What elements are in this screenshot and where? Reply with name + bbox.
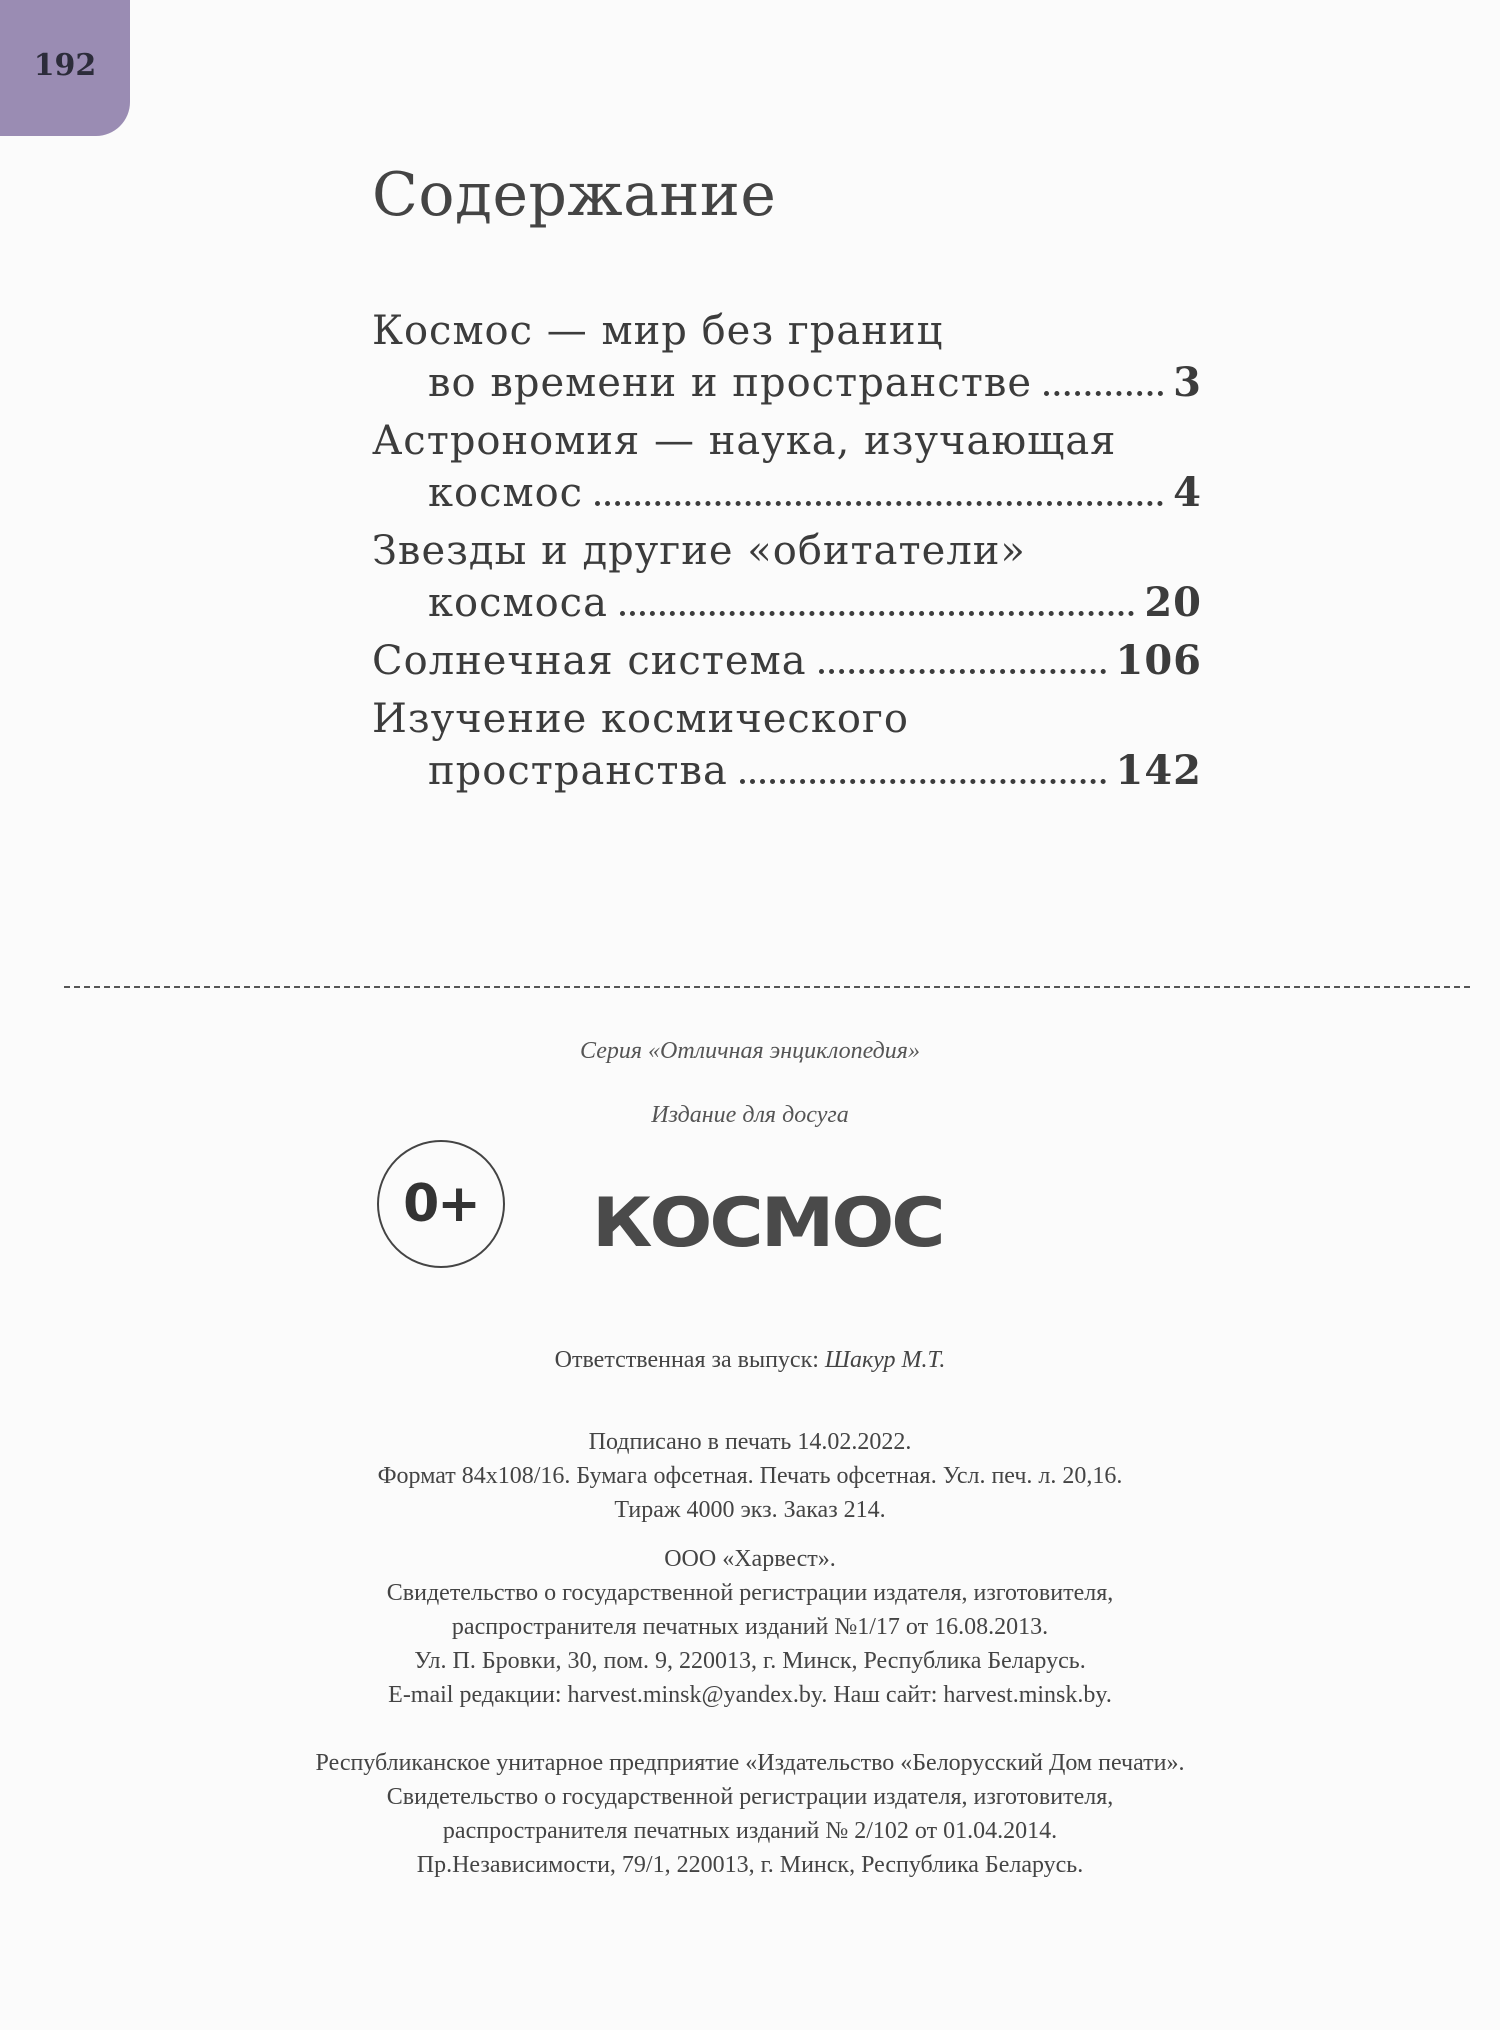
age-rating-badge — [377, 1140, 505, 1268]
publisher-line: ООО «Харвест». — [664, 1546, 836, 1572]
toc-entry[interactable] — [372, 635, 1202, 687]
toc-entry[interactable] — [372, 415, 1202, 519]
responsible-line — [0, 1343, 1500, 1377]
dot-leader — [740, 779, 1106, 784]
dot-leader — [819, 669, 1106, 674]
printer-line: Пр.Независимости, 79/1, 220013, г. Минск, Республика Беларусь. — [416, 1852, 1084, 1878]
toc-entry-title: Астрономия — наука, изучающая — [372, 418, 1117, 464]
toc-entry-title: Космос — мир без границ — [372, 308, 944, 354]
publisher-line: Свидетельство о государственной регистрации издателя, изготовителя, — [386, 1580, 1114, 1606]
dot-leader — [620, 611, 1134, 616]
toc-entry-title: Изучение космического — [372, 696, 909, 742]
printer-block — [0, 1746, 1500, 1882]
page-number-tab — [0, 0, 130, 136]
page-number: 192 — [33, 47, 97, 83]
toc-entry-title: Солнечная система — [372, 638, 807, 684]
toc-page-number: 20 — [1144, 579, 1202, 626]
responsible-label: Ответственная за выпуск: — [554, 1347, 819, 1373]
dashed-separator — [64, 986, 1470, 988]
printer-line: Республиканское унитарное предприятие «Издательство «Белорусский Дом печати». — [315, 1750, 1185, 1776]
toc-page-number: 142 — [1115, 747, 1202, 794]
printer-line: распространителя печатных изданий № 2/102 от 01.04.2014. — [442, 1818, 1058, 1844]
toc-entry-title-cont: пространства — [428, 748, 728, 794]
print-info-line: Формат 84х108/16. Бумага офсетная. Печать офсетная. Усл. печ. л. 20,16. — [377, 1463, 1123, 1489]
toc-entry-title-cont: космос — [428, 470, 584, 516]
toc-entry[interactable] — [372, 693, 1202, 797]
print-info-line: Тираж 4000 экз. Заказ 214. — [614, 1497, 886, 1523]
toc-entry-title: Звезды и другие «обитатели» — [372, 528, 1026, 574]
print-info-block — [0, 1425, 1500, 1527]
responsible-name: Шакур М.Т. — [824, 1347, 946, 1373]
publisher-line: E-mail редакции: harvest.minsk@yandex.by. Наш сайт: harvest.minsk.by. — [388, 1682, 1112, 1708]
book-title: КОСМОС — [592, 1183, 943, 1263]
toc-page-number: 3 — [1173, 359, 1202, 406]
age-rating: 0+ — [403, 1174, 479, 1234]
toc-page-number: 106 — [1115, 637, 1202, 684]
publisher-block — [0, 1542, 1500, 1712]
printer-line: Свидетельство о государственной регистрации издателя, изготовителя, — [386, 1784, 1114, 1810]
print-info-line: Подписано в печать 14.02.2022. — [588, 1429, 912, 1455]
publisher-line: распространителя печатных изданий №1/17 от 16.08.2013. — [451, 1614, 1049, 1640]
toc-entry-title-cont: во времени и пространстве — [428, 360, 1033, 406]
edition-line: Издание для досуга — [651, 1102, 849, 1128]
dot-leader — [1044, 391, 1163, 396]
toc-entry[interactable] — [372, 525, 1202, 629]
table-of-contents — [372, 305, 1202, 803]
publisher-line: Ул. П. Бровки, 30, пом. 9, 220013, г. Минск, Республика Беларусь. — [414, 1648, 1086, 1674]
dot-leader — [595, 501, 1163, 506]
toc-entry[interactable] — [372, 305, 1202, 409]
toc-title: Содержание — [372, 160, 777, 230]
toc-entry-title-cont: космоса — [428, 580, 608, 626]
toc-page-number: 4 — [1173, 469, 1202, 516]
series-line: Серия «Отличная энциклопедия» — [580, 1038, 920, 1064]
